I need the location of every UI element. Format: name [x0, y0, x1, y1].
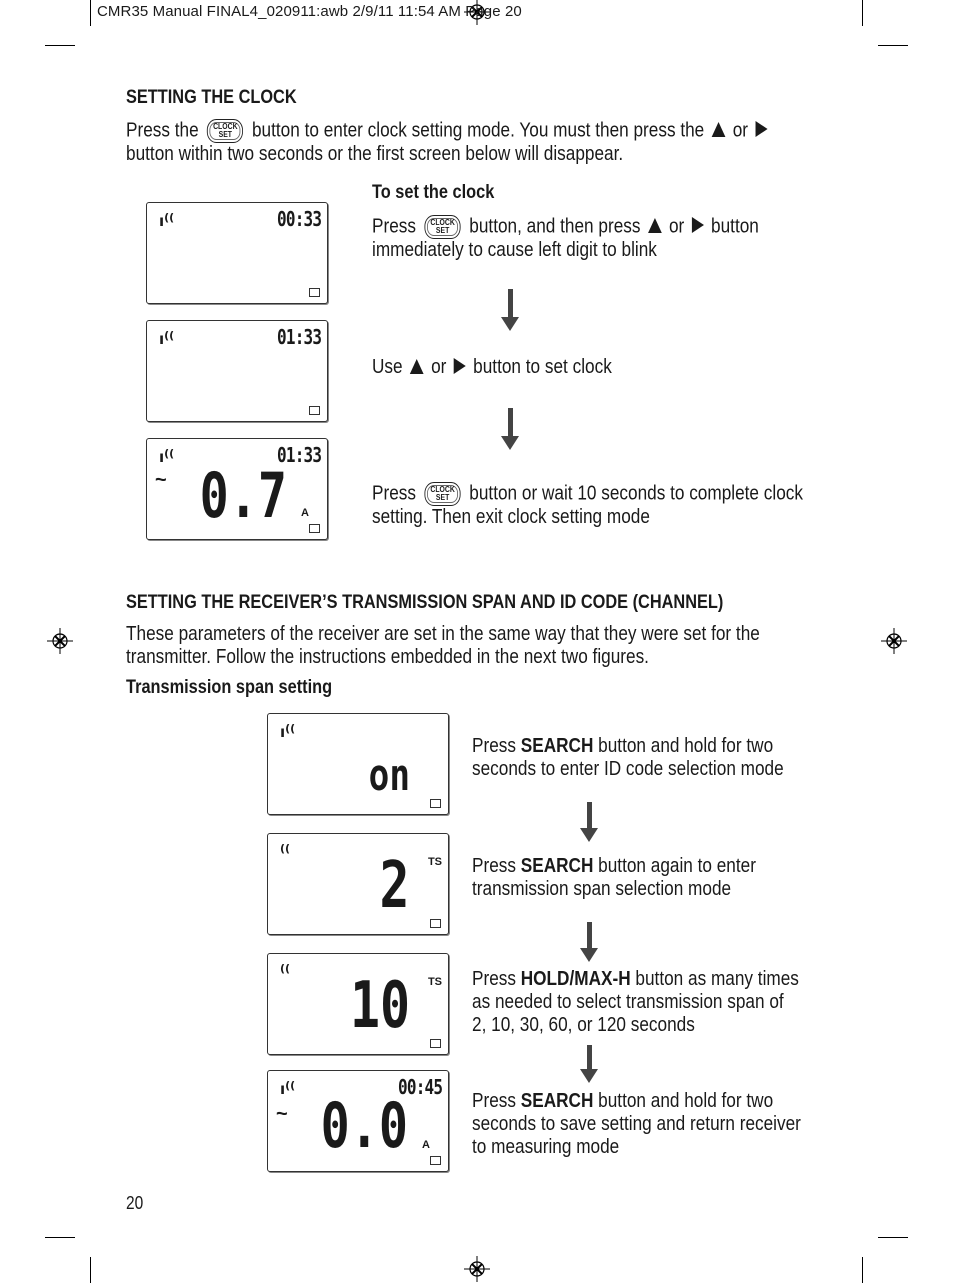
registration-mark-icon — [464, 1256, 490, 1282]
clock-set-button-icon: CLOCK SET — [207, 119, 243, 143]
lcd-reading: 2 — [379, 849, 410, 923]
registration-mark-icon — [47, 628, 73, 654]
span-step2: Press SEARCH button again to enter transmission span selection mode — [472, 855, 756, 900]
print-slug: CMR35 Manual FINAL4_020911:awb 2/9/11 11:54 AM Page 20 — [97, 3, 522, 20]
battery-icon — [430, 1156, 441, 1165]
lcd-screen-clock-3 — [146, 438, 328, 540]
lcd-reading: 0.7 — [199, 459, 287, 532]
subheading-set-clock: To set the clock — [372, 182, 495, 203]
lcd-reading: on — [368, 750, 410, 801]
signal-icon: (( — [280, 842, 291, 855]
lcd-screen-span-1 — [267, 713, 449, 815]
signal-icon: (( — [280, 962, 291, 975]
lcd-clock: 00:45 — [397, 1075, 442, 1099]
crop-mark — [862, 1257, 863, 1283]
span-para-line1: These parameters of the receiver are set in the same way that they were set for the — [126, 623, 760, 645]
right-arrow-icon — [454, 358, 466, 374]
lcd-screen-span-4 — [267, 1070, 449, 1172]
crop-mark — [45, 1237, 75, 1238]
page-number: 20 — [126, 1193, 144, 1213]
span-step3: Press HOLD/MAX-H button as many times as needed to select transmission span of 2, 10, 30, 60, or 120 seconds — [472, 968, 799, 1036]
lcd-clock: 00:33 — [276, 207, 321, 231]
battery-icon — [309, 406, 320, 415]
battery-icon — [430, 1039, 441, 1048]
lcd-clock: 01:33 — [276, 443, 321, 467]
up-arrow-icon — [712, 122, 726, 137]
up-arrow-icon — [410, 359, 424, 374]
up-arrow-icon — [648, 218, 662, 233]
clock-intro-line2: button within two seconds or the first screen below will disappear. — [126, 143, 624, 165]
clock-set-button-icon: CLOCK SET — [425, 215, 461, 239]
signal-icon: ı(( — [159, 447, 175, 466]
lcd-unit: A — [301, 507, 309, 519]
lcd-reading: 0.0 — [320, 1089, 408, 1162]
clock-step3-line1: Press CLOCK SET button or wait 10 seconds to complete clock — [372, 482, 803, 505]
registration-mark-icon — [881, 628, 907, 654]
lcd-screen-span-3 — [267, 953, 449, 1055]
lcd-reading: 10 — [349, 969, 410, 1043]
lcd-unit: A — [422, 1139, 430, 1151]
lcd-screen-span-2 — [267, 833, 449, 935]
span-step1: Press SEARCH button and hold for two seconds to enter ID code selection mode — [472, 735, 784, 780]
battery-icon — [309, 524, 320, 533]
signal-icon: ı(( — [159, 211, 175, 230]
crop-mark — [45, 45, 75, 46]
signal-icon: ı(( — [159, 329, 175, 348]
ts-indicator: TS — [427, 856, 442, 868]
ac-symbol: ~ — [276, 1103, 288, 1125]
ac-symbol: ~ — [155, 469, 167, 491]
right-arrow-icon — [692, 217, 704, 233]
clock-intro-line1: Press the CLOCK SET button to enter clock setting mode. You must then press the or — [126, 119, 770, 143]
lcd-screen-clock-1 — [146, 202, 328, 304]
lcd-clock: 01:33 — [276, 325, 321, 349]
signal-icon: ı(( — [280, 722, 296, 741]
battery-icon — [430, 799, 441, 808]
section-heading-span: SETTING THE RECEIVER’S TRANSMISSION SPAN AND ID CODE (CHANNEL) — [126, 592, 724, 613]
subheading-span: Transmission span setting — [126, 677, 333, 698]
clock-step2: Use or button to set clock — [372, 356, 612, 378]
battery-icon — [430, 919, 441, 928]
clock-step3-line2: setting. Then exit clock setting mode — [372, 506, 650, 528]
crop-mark — [878, 45, 908, 46]
battery-icon — [309, 288, 320, 297]
clock-set-button-icon: CLOCK SET — [425, 482, 461, 506]
clock-step1-line1: Press CLOCK SET button, and then press or button — [372, 215, 759, 238]
section-heading-clock: SETTING THE CLOCK — [126, 87, 297, 108]
lcd-screen-clock-2 — [146, 320, 328, 422]
crop-mark — [90, 1257, 91, 1283]
crop-mark — [878, 1237, 908, 1238]
ts-indicator: TS — [427, 976, 442, 988]
span-para-line2: transmitter. Follow the instructions embedded in the next two figures. — [126, 646, 649, 668]
span-step4: Press SEARCH button and hold for two seconds to save setting and return receiver to measuring mode — [472, 1090, 801, 1158]
crop-mark — [862, 0, 863, 26]
crop-mark — [90, 0, 91, 26]
signal-icon: ı(( — [280, 1079, 296, 1098]
right-arrow-icon — [755, 121, 767, 137]
clock-step1-line2: immediately to cause left digit to blink — [372, 239, 657, 261]
